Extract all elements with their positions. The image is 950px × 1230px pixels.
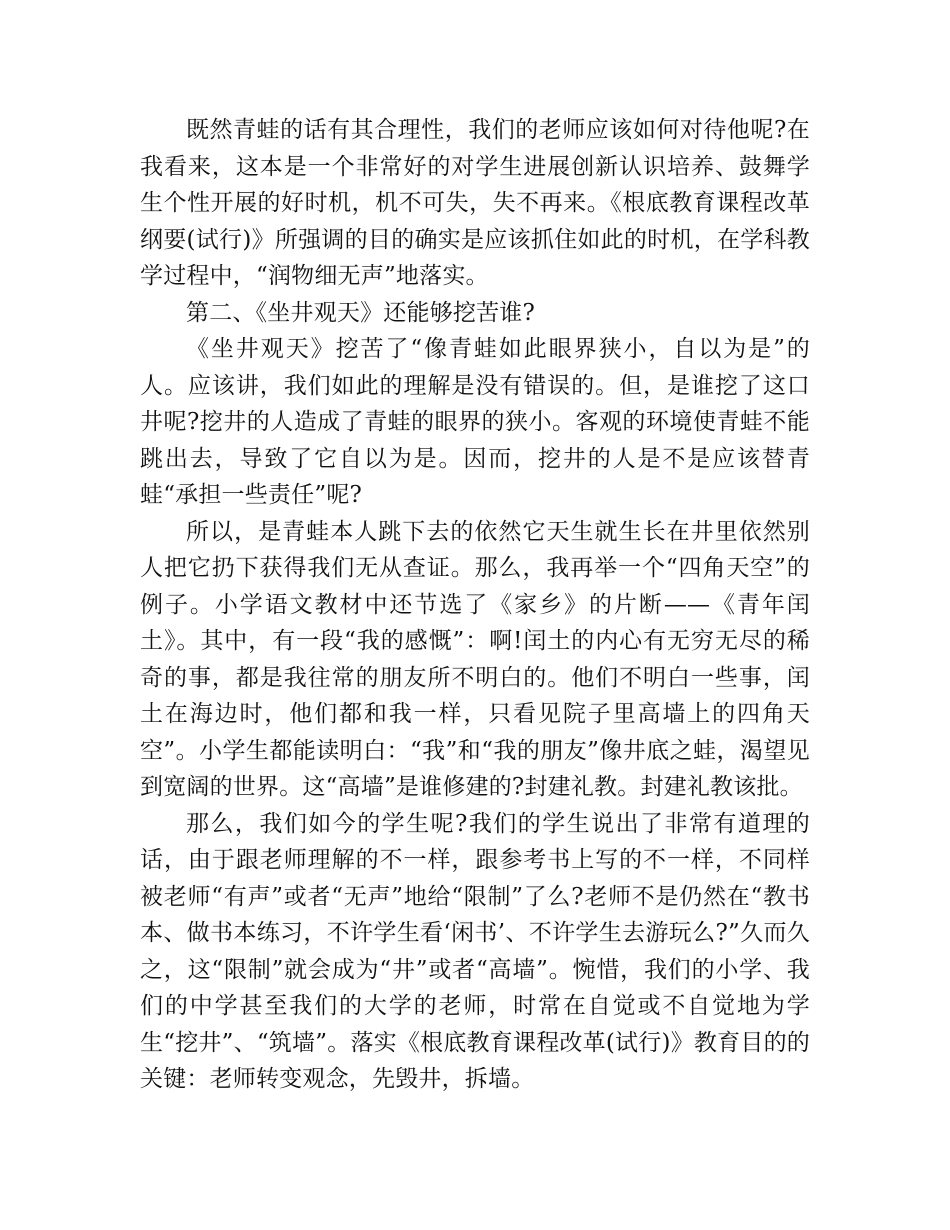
- section-heading: 第二、《坐井观天》还能够挖苦谁?: [186, 299, 536, 326]
- paragraph-1: 既然青蛙的话有其合理性，我们的老师应该如何对待他呢?在我看来，这本是一个非常好的对学生进展创新认识培养、鼓舞学生个性开展的好时机，机不可失，失不再来。《根底教育课程改革纲要(试行)》所强调的目的确实是应该抓住如此的时机，在学科教学过程中，“润物细无声”地落实。: [140, 117, 810, 289]
- paragraph-4: 那么，我们如今的学生呢?我们的学生说出了非常有道理的话，由于跟老师理解的不一样，跟参考书上写的不一样，不同样被老师“有声”或者“无声”地给“限制”了么?老师不是仍然在“教书本、做书本练习，不许学生看‘闲书’、不许学生去游玩么?”久而久之，这“限制”就会成为“井”或者“高墙”。惋惜，我们的小学、我们的中学甚至我们的大学的老师，时常在自觉或不自觉地为学生“挖井”、“筑墙”。落实《根底教育课程改革(试行)》教育目的的关键：老师转变观念，先毁井，拆墙。: [140, 810, 810, 1092]
- document-body: [140, 112, 810, 1098]
- paragraph-2: 《坐井观天》挖苦了“像青蛙如此眼界狭小，自以为是”的人。应该讲，我们如此的理解是没有错误的。但，是谁挖了这口井呢?挖井的人造成了青蛙的眼界的狭小。客观的环境使青蛙不能跳出去，导致了它自以为是。因而，挖井的人是不是应该替青蛙“承担一些责任”呢?: [140, 336, 810, 508]
- paragraph-3: 所以，是青蛙本人跳下去的依然它天生就生长在井里依然别人把它扔下获得我们无从查证。那么，我再举一个“四角天空”的例子。小学语文教材中还节选了《家乡》的片断——《青年闰土》。其中，有一段“我的感慨”：啊!闰土的内心有无穷无尽的稀奇的事，都是我往常的朋友所不明白的。他们不明白一些事，闰土在海边时，他们都和我一样，只看见院子里高墙上的四角天空”。小学生都能读明白：“我”和“我的朋友”像井底之蛙，渴望见到宽阔的世界。这“高墙”是谁修建的?封建礼教。封建礼教该批。: [140, 518, 810, 800]
